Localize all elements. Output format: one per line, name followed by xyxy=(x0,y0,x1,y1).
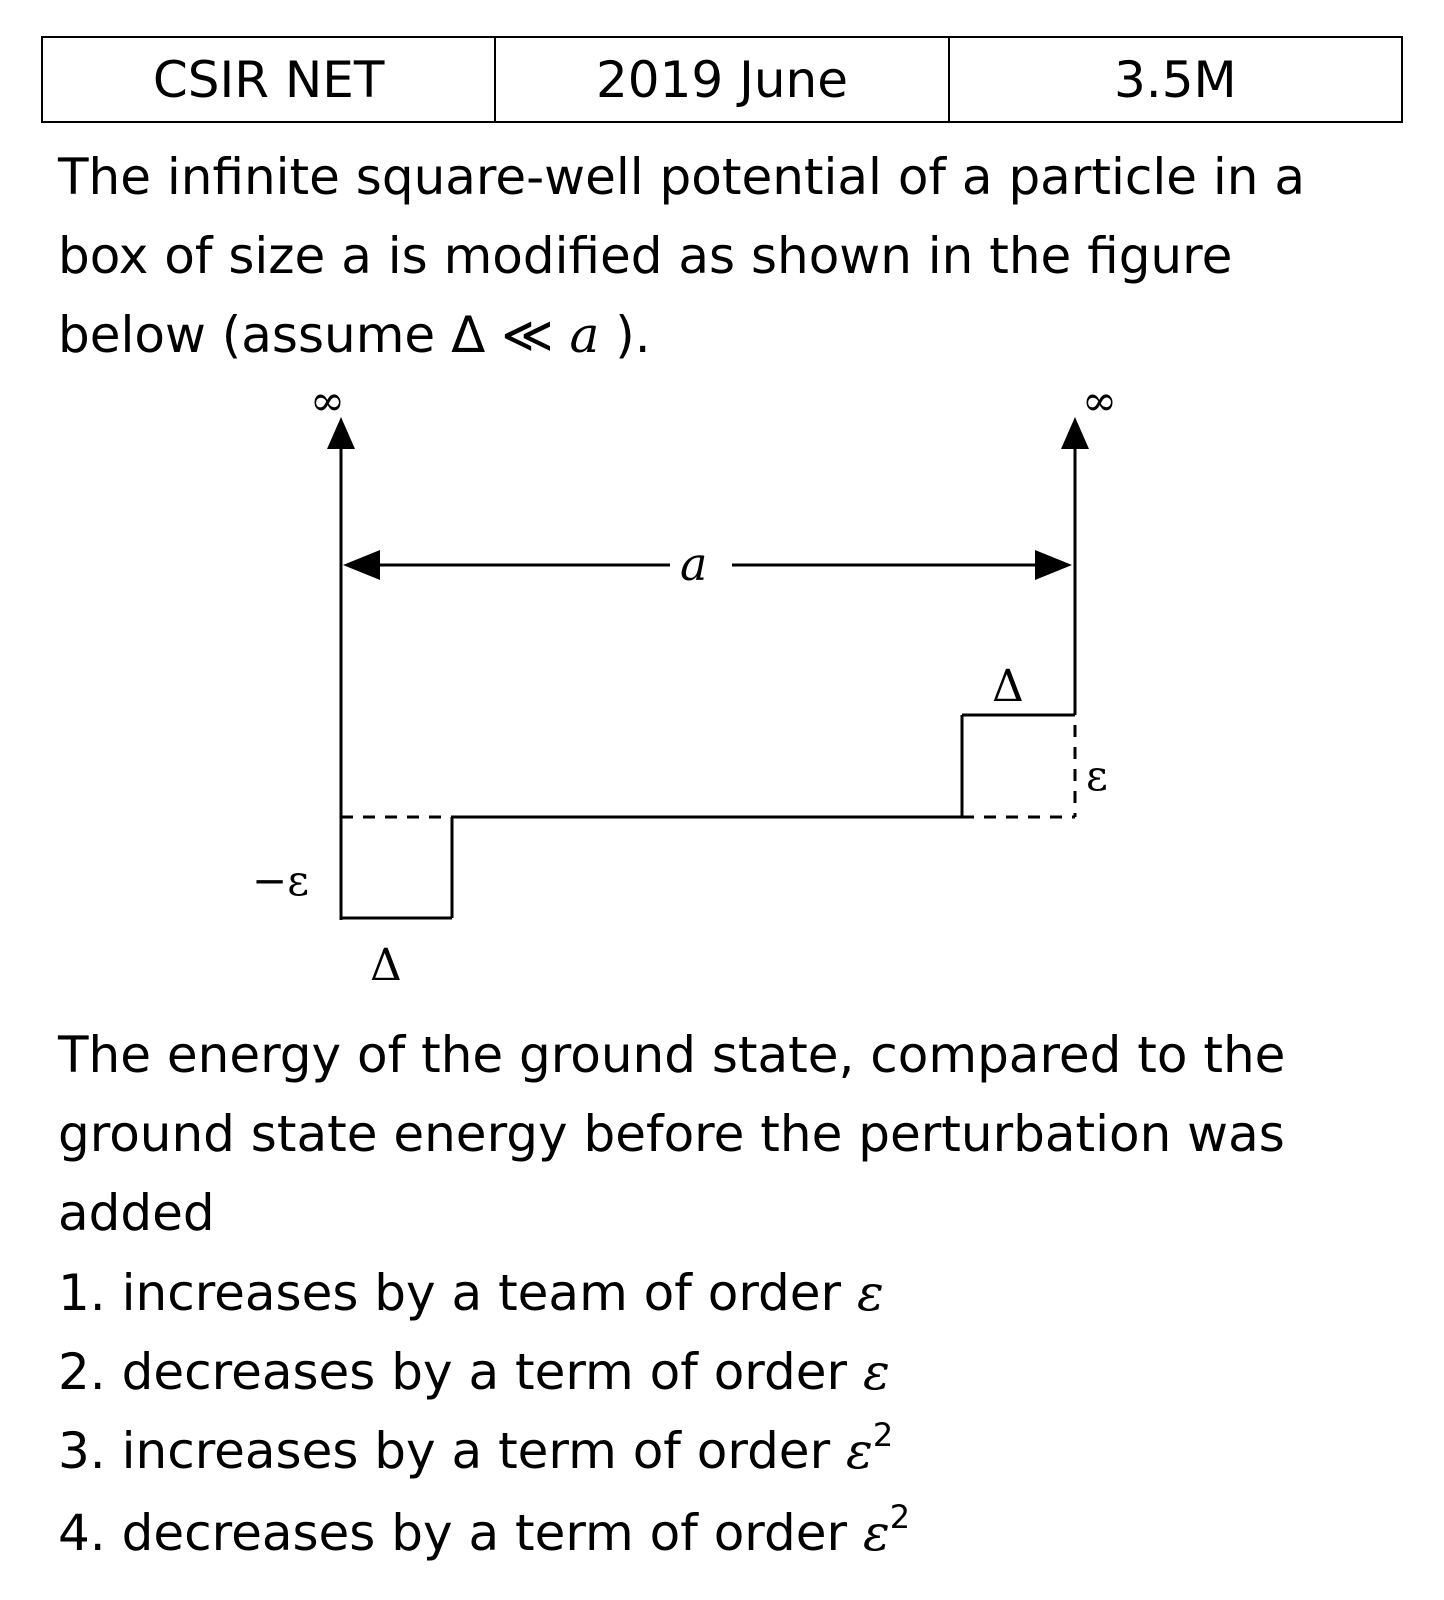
option-4-exponent: 2 xyxy=(889,1498,911,1536)
left-step-width-label: Δ xyxy=(370,940,402,991)
session-cell: 2019 June xyxy=(495,37,948,122)
option-1-symbol: ε xyxy=(857,1264,884,1322)
option-4-symbol: ε xyxy=(862,1504,890,1562)
question-line-5: ground state energy before the perturbation was xyxy=(58,1105,1285,1163)
option-1-number: 1. xyxy=(58,1264,106,1322)
question-line-3 xyxy=(58,306,651,364)
option-3-symbol: ε xyxy=(846,1422,873,1480)
assumption-end: ). xyxy=(615,306,651,364)
exam-cell: CSIR NET xyxy=(42,37,495,122)
assumption-delta: Δ xyxy=(451,306,486,364)
header-table xyxy=(41,36,1403,123)
question-line-1: The infinite square-well potential of a particle in a xyxy=(58,148,1306,206)
option-2-number: 2. xyxy=(58,1343,106,1401)
width-arrowhead-left xyxy=(343,550,380,580)
question-line-6: added xyxy=(58,1184,215,1242)
assumption-a: a xyxy=(569,306,600,364)
right-infinity-label: ∞ xyxy=(1082,385,1117,425)
width-label: a xyxy=(680,537,708,591)
question-line-4: The energy of the ground state, compared to the xyxy=(58,1026,1286,1084)
option-3-text: increases by a term of order xyxy=(121,1422,831,1480)
option-3[interactable] xyxy=(58,1416,894,1480)
left-infinity-label: ∞ xyxy=(310,385,345,425)
option-4-number: 4. xyxy=(58,1504,106,1562)
right-step-width-label: Δ xyxy=(992,661,1024,712)
option-2[interactable] xyxy=(58,1343,890,1401)
width-arrowhead-right xyxy=(1035,550,1072,580)
question-line-3-text: below (assume xyxy=(58,306,436,364)
option-2-text: decreases by a term of order xyxy=(121,1343,848,1401)
option-3-exponent: 2 xyxy=(872,1416,894,1454)
option-4[interactable] xyxy=(58,1498,911,1562)
question-line-2: box of size a is modified as shown in the figure xyxy=(58,227,1233,285)
option-4-text: decreases by a term of order xyxy=(121,1504,848,1562)
option-1-text: increases by a team of order xyxy=(121,1264,842,1322)
option-3-number: 3. xyxy=(58,1422,106,1480)
assumption-op: ≪ xyxy=(501,306,554,364)
left-step-height-label: −ε xyxy=(252,856,309,905)
option-1[interactable] xyxy=(58,1264,884,1322)
potential-well-figure xyxy=(250,385,1170,1015)
marks-cell: 3.5M xyxy=(949,37,1402,122)
option-2-symbol: ε xyxy=(862,1343,890,1401)
right-step-height-label: ε xyxy=(1086,751,1108,800)
